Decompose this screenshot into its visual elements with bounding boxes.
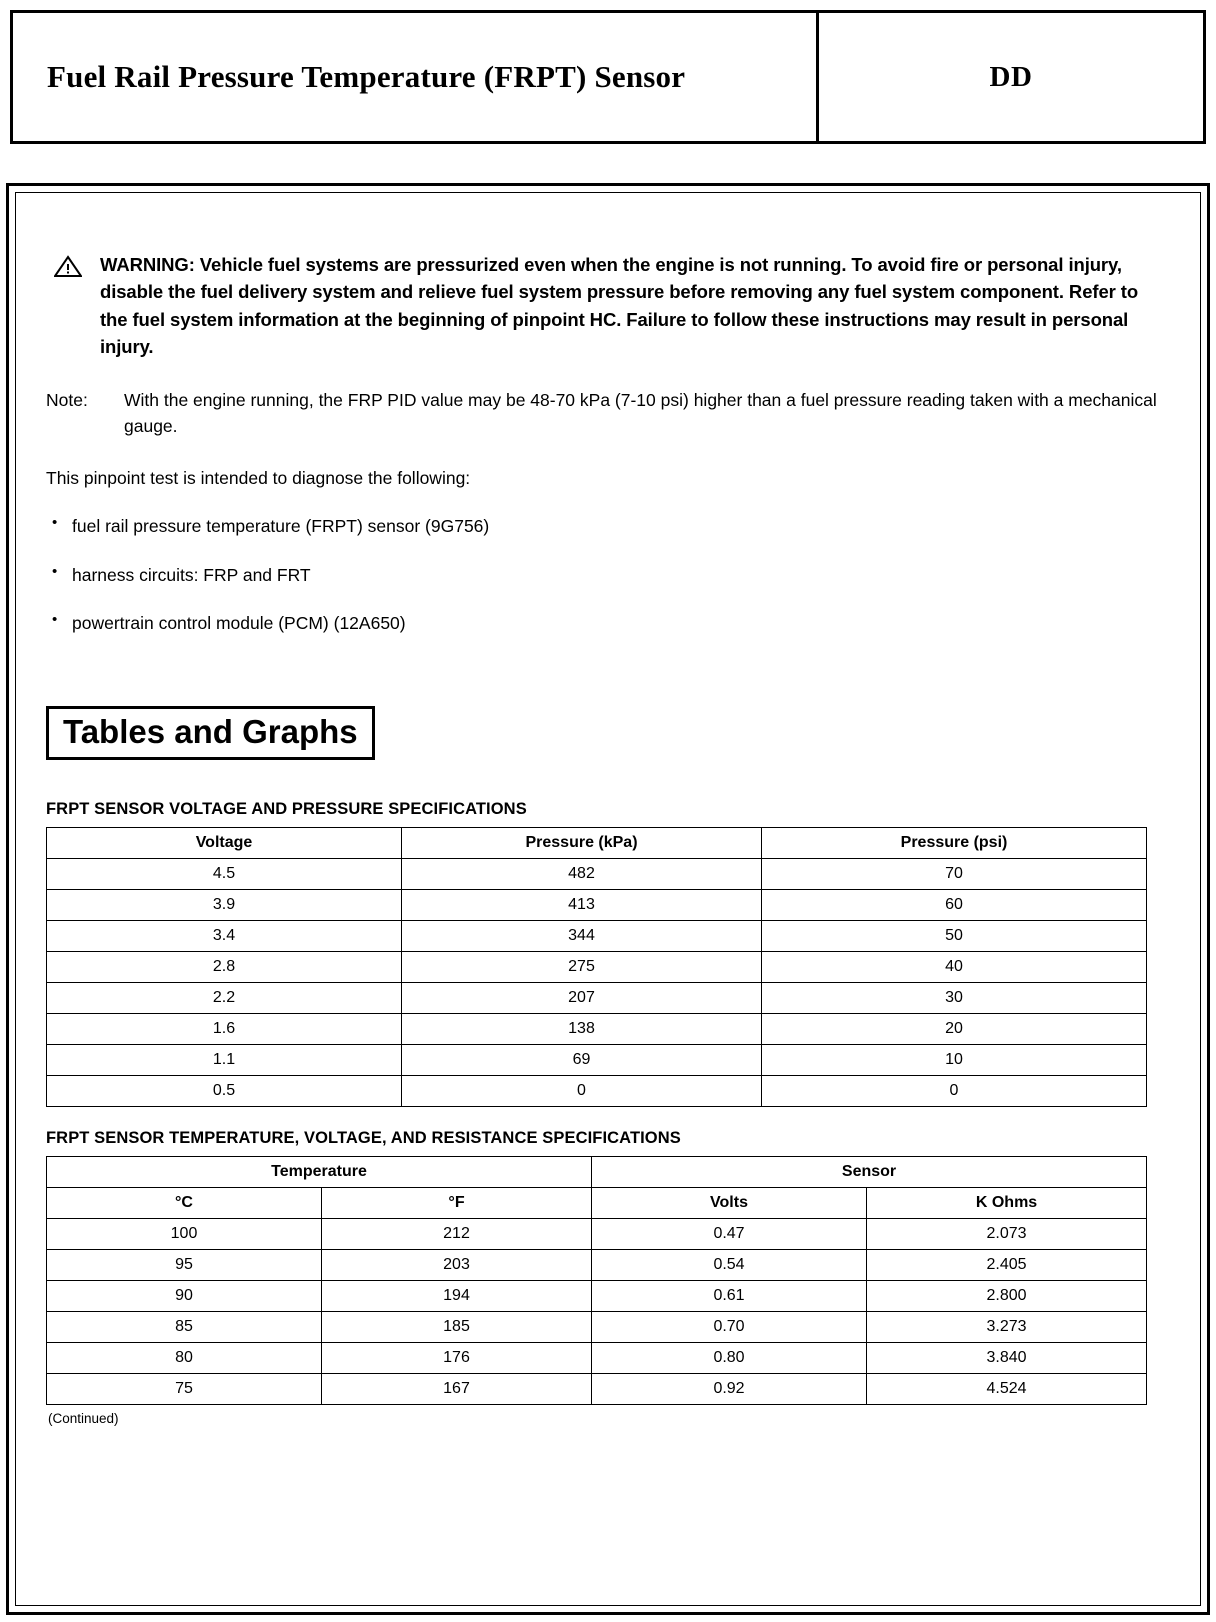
- cell-psi: 60: [762, 890, 1147, 921]
- note-text: With the engine running, the FRP PID value may be 48-70 kPa (7-10 psi) higher than a fuel pressure reading taken with a mechanical gauge.: [124, 389, 1157, 436]
- table-header-row: [47, 1188, 1147, 1219]
- cell-fahrenheit: 176: [322, 1343, 592, 1374]
- header-title-cell: [13, 13, 819, 141]
- cell-voltage: 2.2: [47, 983, 402, 1014]
- column-header: Voltage: [47, 828, 402, 859]
- cell-psi: 20: [762, 1014, 1147, 1045]
- table-row: [47, 1219, 1147, 1250]
- group-header-temperature: Temperature: [47, 1157, 592, 1188]
- table-row: [47, 952, 1147, 983]
- cell-kpa: 482: [402, 859, 762, 890]
- cell-voltage: 1.1: [47, 1045, 402, 1076]
- table-header-row: [47, 828, 1147, 859]
- cell-volts: 0.70: [592, 1312, 867, 1343]
- cell-volts: 0.80: [592, 1343, 867, 1374]
- table-row: [47, 1374, 1147, 1405]
- page-header: [10, 10, 1206, 144]
- note-label: Note:: [46, 389, 88, 410]
- section-code: DD: [989, 60, 1033, 93]
- cell-volts: 0.47: [592, 1219, 867, 1250]
- table-row: [47, 921, 1147, 952]
- cell-kohms: 2.800: [867, 1281, 1147, 1312]
- warning-block: [46, 251, 1170, 361]
- cell-fahrenheit: 203: [322, 1250, 592, 1281]
- table-row: [47, 1343, 1147, 1374]
- body-content: [15, 192, 1201, 1606]
- cell-volts: 0.61: [592, 1281, 867, 1312]
- cell-kohms: 2.405: [867, 1250, 1147, 1281]
- table-row: [47, 890, 1147, 921]
- table-row: [47, 1014, 1147, 1045]
- cell-voltage: 0.5: [47, 1076, 402, 1107]
- table-row: [47, 1250, 1147, 1281]
- column-header: °C: [47, 1188, 322, 1219]
- group-header-sensor: Sensor: [592, 1157, 1147, 1188]
- cell-kohms: 2.073: [867, 1219, 1147, 1250]
- cell-celsius: 95: [47, 1250, 322, 1281]
- table-row: [47, 859, 1147, 890]
- cell-kpa: 207: [402, 983, 762, 1014]
- cell-kohms: 3.840: [867, 1343, 1147, 1374]
- cell-psi: 0: [762, 1076, 1147, 1107]
- table-group-header-row: [47, 1157, 1147, 1188]
- table2-caption: FRPT SENSOR TEMPERATURE, VOLTAGE, AND RESISTANCE SPECIFICATIONS: [46, 1129, 681, 1147]
- note-block: [46, 387, 1170, 440]
- warning-triangle-icon: [54, 255, 82, 282]
- diagnose-list: [46, 513, 1170, 636]
- cell-kpa: 0: [402, 1076, 762, 1107]
- cell-celsius: 100: [47, 1219, 322, 1250]
- cell-kpa: 69: [402, 1045, 762, 1076]
- table-row: [47, 1045, 1147, 1076]
- table-row: [47, 1076, 1147, 1107]
- page-title: Fuel Rail Pressure Temperature (FRPT) Sensor: [47, 59, 686, 95]
- cell-kpa: 138: [402, 1014, 762, 1045]
- table-row: [47, 1312, 1147, 1343]
- temperature-resistance-table: [46, 1156, 1147, 1405]
- cell-psi: 10: [762, 1045, 1147, 1076]
- cell-volts: 0.54: [592, 1250, 867, 1281]
- cell-voltage: 2.8: [47, 952, 402, 983]
- section-heading-box: [46, 706, 375, 760]
- intro-text: This pinpoint test is intended to diagnose the following:: [46, 468, 471, 488]
- column-header: Pressure (kPa): [402, 828, 762, 859]
- cell-psi: 70: [762, 859, 1147, 890]
- column-header: K Ohms: [867, 1188, 1147, 1219]
- cell-volts: 0.92: [592, 1374, 867, 1405]
- cell-voltage: 1.6: [47, 1014, 402, 1045]
- cell-voltage: 3.9: [47, 890, 402, 921]
- table-row: [47, 983, 1147, 1014]
- table-row: [47, 1281, 1147, 1312]
- cell-celsius: 80: [47, 1343, 322, 1374]
- warning-text: WARNING: Vehicle fuel systems are pressurized even when the engine is not running. To avoid fire or personal injury, disable the fuel delivery system and relieve fuel system pressure before removing any fuel system component. Refer to the fuel system information at the beginning of pinpoint HC. Failure to follow these instructions may result in personal injury.: [100, 254, 1139, 358]
- list-item: • harness circuits: FRP and FRT: [46, 562, 1170, 588]
- cell-fahrenheit: 167: [322, 1374, 592, 1405]
- cell-celsius: 85: [47, 1312, 322, 1343]
- section-heading: Tables and Graphs: [63, 713, 358, 750]
- cell-fahrenheit: 185: [322, 1312, 592, 1343]
- cell-kpa: 275: [402, 952, 762, 983]
- cell-kohms: 3.273: [867, 1312, 1147, 1343]
- cell-celsius: 90: [47, 1281, 322, 1312]
- column-header: Volts: [592, 1188, 867, 1219]
- list-item: • powertrain control module (PCM) (12A650): [46, 610, 1170, 636]
- cell-kohms: 4.524: [867, 1374, 1147, 1405]
- cell-kpa: 413: [402, 890, 762, 921]
- cell-psi: 30: [762, 983, 1147, 1014]
- body-frame: [6, 183, 1210, 1615]
- cell-psi: 50: [762, 921, 1147, 952]
- cell-celsius: 75: [47, 1374, 322, 1405]
- header-code-cell: [819, 13, 1203, 141]
- column-header: °F: [322, 1188, 592, 1219]
- list-item: • fuel rail pressure temperature (FRPT) sensor (9G756): [46, 513, 1170, 539]
- table1-caption: FRPT SENSOR VOLTAGE AND PRESSURE SPECIFICATIONS: [46, 800, 527, 818]
- cell-voltage: 3.4: [47, 921, 402, 952]
- cell-psi: 40: [762, 952, 1147, 983]
- cell-fahrenheit: 212: [322, 1219, 592, 1250]
- continued-label: (Continued): [48, 1411, 119, 1426]
- cell-kpa: 344: [402, 921, 762, 952]
- column-header: Pressure (psi): [762, 828, 1147, 859]
- cell-voltage: 4.5: [47, 859, 402, 890]
- voltage-pressure-table: [46, 827, 1147, 1107]
- cell-fahrenheit: 194: [322, 1281, 592, 1312]
